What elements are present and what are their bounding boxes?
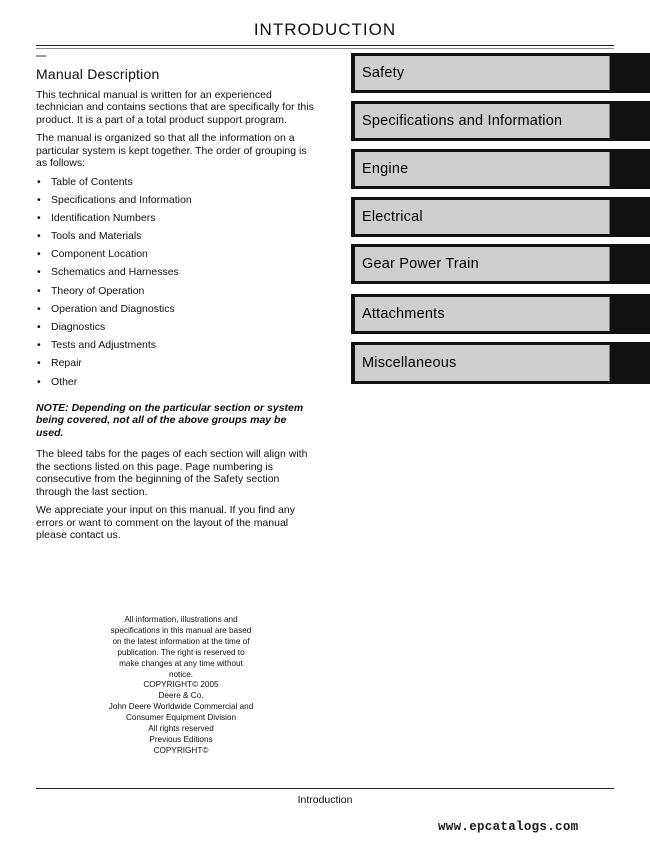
group-list — [36, 176, 316, 394]
tab-label: Specifications and Information — [355, 104, 610, 138]
list-item: • Other — [36, 376, 316, 394]
list-item: • Tools and Materials — [36, 230, 316, 248]
copyright-notice — [96, 615, 266, 757]
header-rule — [36, 45, 614, 46]
feedback-paragraph: We appreciate your input on this manual. If you find any errors or want to comment on the layout of the manual please contact us. — [36, 504, 295, 542]
tab-attachments[interactable] — [351, 294, 650, 334]
tab-label: Gear Power Train — [355, 247, 610, 281]
tab-gear-power-train[interactable] — [351, 244, 650, 284]
copyright-line: All rights reserved — [148, 724, 214, 734]
list-item: • Theory of Operation — [36, 285, 316, 303]
list-item: • Table of Contents — [36, 176, 316, 194]
manual-description-section — [36, 68, 316, 548]
tab-label: Miscellaneous — [355, 345, 610, 381]
tab-label: Electrical — [355, 200, 610, 234]
tab-safety[interactable] — [351, 53, 650, 93]
list-item: • Tests and Adjustments — [36, 339, 316, 357]
tab-electrical[interactable] — [351, 197, 650, 237]
list-item: • Schematics and Harnesses — [36, 266, 316, 284]
bleed-tabs-paragraph: The bleed tabs for the pages of each section will align with the sections listed on this page. Page numbering is consecutive from the beginning of the Safety section through the last section. — [36, 448, 308, 498]
footer-section-label: Introduction — [297, 794, 353, 806]
tab-label: Engine — [355, 152, 610, 186]
footer-rule — [36, 788, 614, 789]
copyright-line: on the latest information at the time of — [112, 636, 250, 646]
copyright-line: specifications in this manual are based — [110, 625, 252, 635]
tab-miscellaneous[interactable] — [351, 342, 650, 384]
copyright-line: Consumer Equipment Division — [125, 713, 237, 723]
tab-label: Attachments — [355, 297, 610, 331]
list-item: • Repair — [36, 357, 316, 375]
watermark-url[interactable]: www.epcatalogs.com — [438, 820, 579, 834]
tab-specifications-and-information[interactable] — [351, 101, 650, 141]
list-item: • Identification Numbers — [36, 212, 316, 230]
copyright-line: Previous Editions — [149, 734, 213, 744]
note-text: NOTE: Depending on the particular section or system being covered, not all of the above groups may be used. — [36, 401, 304, 439]
header-dash-mark — [36, 55, 46, 57]
list-item: • Operation and Diagnostics — [36, 303, 316, 321]
list-item: • Component Location — [36, 248, 316, 266]
copyright-line: notice. — [168, 669, 194, 679]
tab-label: Safety — [355, 56, 610, 90]
section-heading: Manual Description — [36, 66, 160, 82]
copyright-line: John Deere Worldwide Commercial and — [108, 702, 254, 712]
copyright-line: COPYRIGHT© — [153, 745, 209, 755]
copyright-line: Deere & Co. — [158, 691, 204, 701]
list-item: • Specifications and Information — [36, 194, 316, 212]
list-item: • Diagnostics — [36, 321, 316, 339]
copyright-line: All information, illustrations and — [124, 615, 238, 624]
header-rule-secondary — [36, 48, 614, 49]
copyright-line: COPYRIGHT© 2005 — [143, 680, 219, 690]
tab-engine[interactable] — [351, 149, 650, 189]
copyright-line: publication. The right is reserved to — [117, 647, 245, 657]
copyright-line: make changes at any time without — [119, 658, 243, 668]
page-title: INTRODUCTION — [253, 20, 397, 39]
intro-paragraph: This technical manual is written for an experienced technician and contains sections that are specifically for this product. It is a part of a total product support program. — [36, 88, 314, 126]
organization-paragraph: The manual is organized so that all the information on a particular system is kept together. The order of grouping is as follows: — [36, 132, 307, 169]
